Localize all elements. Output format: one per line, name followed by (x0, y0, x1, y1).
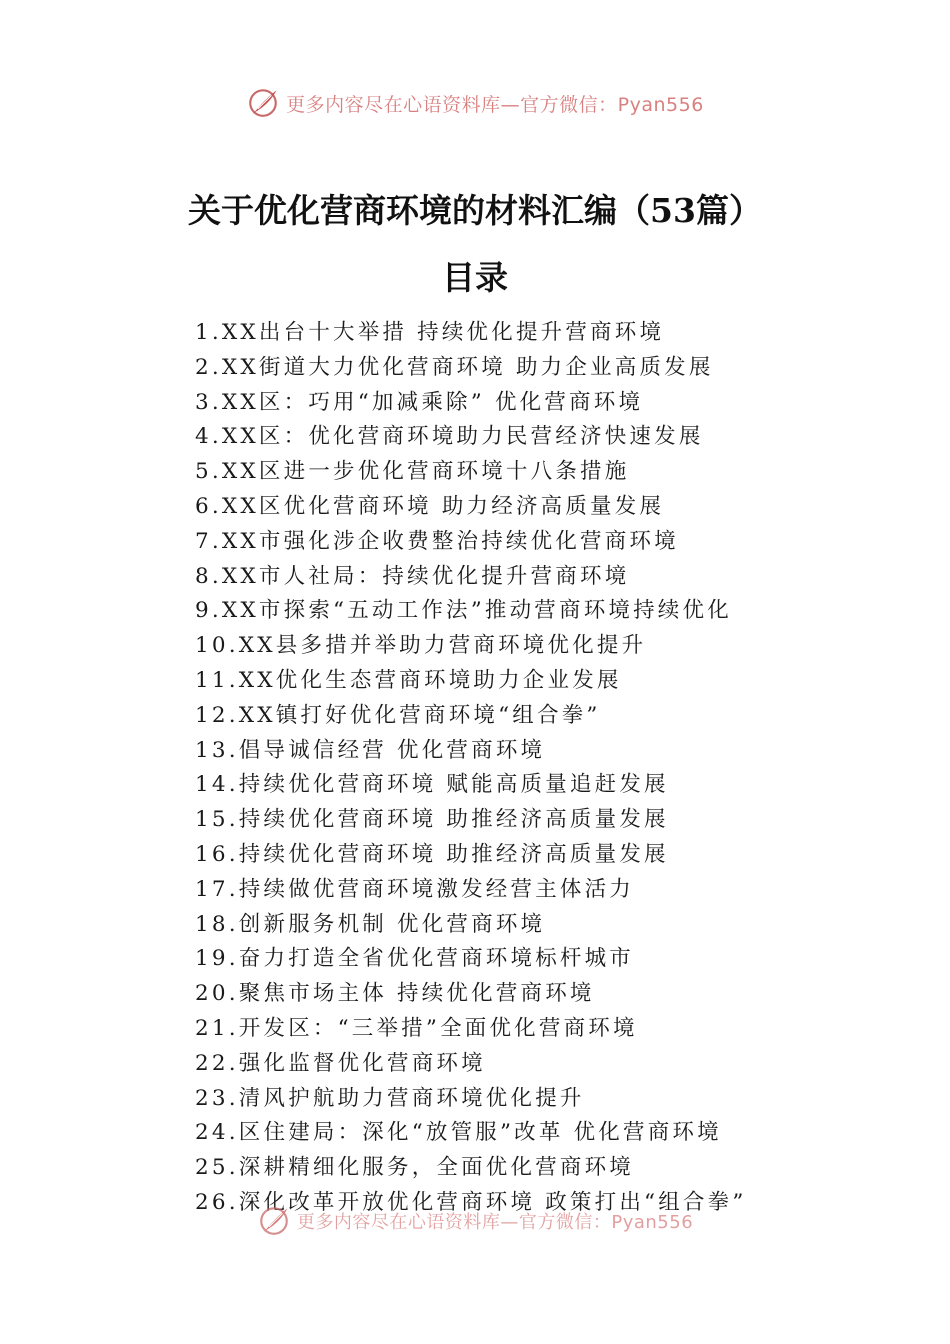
toc-item: 11.XX优化生态营商环境助力企业发展 (195, 667, 622, 693)
toc-item: 13.倡导诚信经营 优化营商环境 (195, 737, 546, 763)
toc-item: 12.XX镇打好优化营商环境“组合拳” (195, 702, 601, 728)
toc-item: 7.XX市强化涉企收费整治持续优化营商环境 (195, 528, 679, 554)
feather-quill-logo-icon (257, 1204, 291, 1238)
header-watermark (0, 86, 950, 120)
toc-item: 8.XX市人社局：持续优化提升营商环境 (195, 563, 630, 589)
toc-item: 1.XX出台十大举措 持续优化提升营商环境 (195, 320, 665, 345)
toc-item: 4.XX区：优化营商环境助力民营经济快速发展 (195, 424, 704, 450)
toc-item: 14.持续优化营商环境 赋能高质量追赶发展 (195, 772, 669, 798)
toc-item: 21.开发区：“三举措”全面优化营商环境 (195, 1015, 638, 1041)
toc-item: 3.XX区：巧用“加减乘除” 优化营商环境 (195, 389, 644, 415)
toc-item: 22.强化监督优化营商环境 (195, 1050, 486, 1076)
watermark-text: 更多内容尽在心语资料库—官方微信：Pyan556 (296, 1212, 694, 1233)
toc-item: 9.XX市探索“五动工作法”推动营商环境持续优化 (195, 598, 732, 624)
toc-item: 6.XX区优化营商环境 助力经济高质量发展 (195, 493, 665, 519)
toc-item: 17.持续做优营商环境激发经营主体活力 (195, 876, 634, 902)
footer-watermark (0, 1206, 950, 1236)
toc-item: 19.奋力打造全省优化营商环境标杆城市 (195, 946, 634, 972)
toc-item: 26.深化改革开放优化营商环境 政策打出“组合拳” (195, 1189, 747, 1215)
toc-item: 25.深耕精细化服务，全面优化营商环境 (195, 1155, 634, 1181)
toc-item: 23.清风护航助力营商环境优化提升 (195, 1085, 585, 1111)
toc-item: 15.持续优化营商环境 助推经济高质量发展 (195, 807, 669, 833)
watermark-text: 更多内容尽在心语资料库—官方微信：Pyan556 (286, 93, 704, 116)
toc-item: 24.区住建局：深化“放管服”改革 优化营商环境 (195, 1120, 722, 1146)
toc-item: 16.持续优化营商环境 助推经济高质量发展 (195, 841, 669, 867)
toc-item: 2.XX街道大力优化营商环境 助力企业高质发展 (195, 354, 714, 380)
toc-item: 10.XX县多措并举助力营商环境优化提升 (195, 633, 647, 659)
feather-quill-logo-icon (246, 86, 280, 120)
document-title: 关于优化营商环境的材料汇编（53篇） (188, 191, 762, 230)
table-of-contents (195, 316, 915, 1221)
toc-heading: 目录 (442, 258, 508, 297)
toc-item: 18.创新服务机制 优化营商环境 (195, 911, 546, 937)
toc-item: 5.XX区进一步优化营商环境十八条措施 (195, 459, 630, 485)
toc-item: 20.聚焦市场主体 持续优化营商环境 (195, 981, 595, 1007)
